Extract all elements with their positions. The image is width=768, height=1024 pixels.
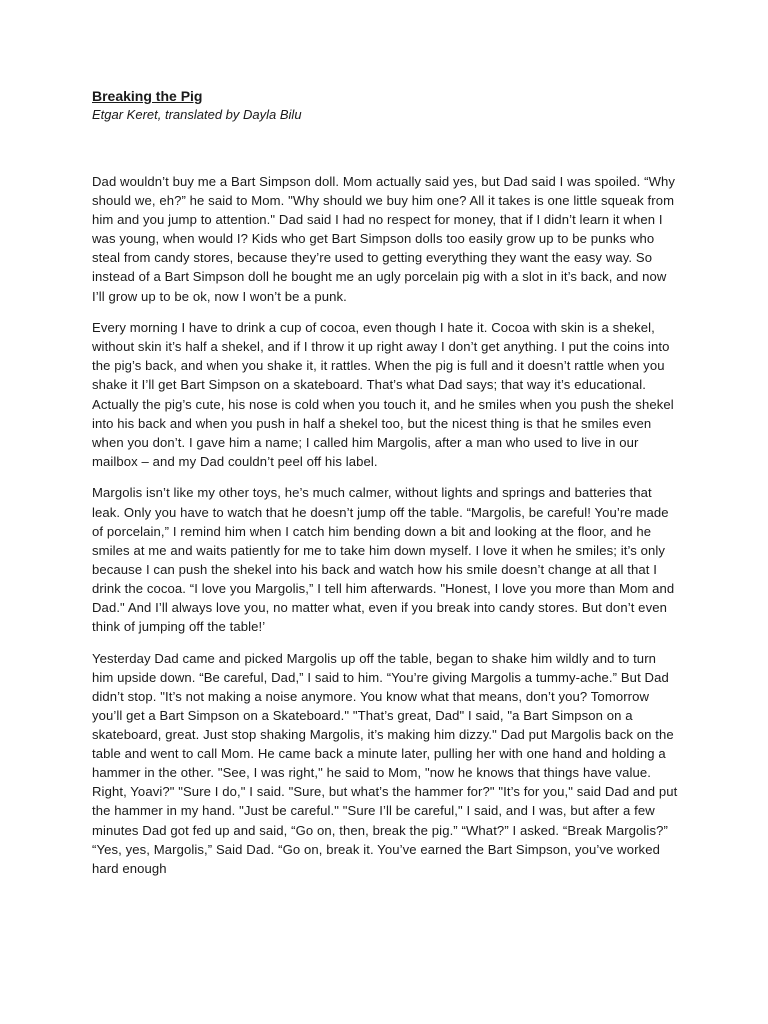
document-title: Breaking the Pig: [92, 88, 203, 104]
paragraph-4: Yesterday Dad came and picked Margolis up off the table, began to shake him wildly and to turn him upside down. “Be careful, Dad,” I said to him. “You’re giving Margolis a tummy-ache.” But Dad didn’t stop. "It’s not making a noise anymore. You know what that means, don’t you? Tomorrow you’ll get a Bart Simpson on a Skateboard." "That’s great, Dad" I said, "a Bart Simpson on a skateboard, great. Just stop shaking Margolis, it’s making him dizzy." Dad put Margolis back on the table and went to call Mom. He came back a minute later, pulling her with one hand and holding a hammer in the other. "See, I was right," he said to Mom, "now he knows that things have value. Right, Yoavi?" "Sure I do," I said. "Sure, but what’s the hammer for?" "It’s for you," said Dad and put the hammer in my hand. "Just be careful." "Sure I’ll be careful," I said, and I was, but after a few minutes Dad got fed up and said, “Go on, then, break the pig.” “What?” I asked. “Break Margolis?” “Yes, yes, Margolis,” Said Dad. “Go on, break it. You’ve earned the Bart Simpson, you’ve worked hard enough: [92, 650, 678, 876]
document-byline: Etgar Keret, translated by Dayla Bilu: [92, 107, 302, 122]
document-page: [92, 86, 680, 890]
paragraph-2: Every morning I have to drink a cup of cocoa, even though I hate it. Cocoa with skin is a shekel, without skin it’s half a shekel, and if I throw it up right away I don’t get anything. I put the coins into the pig’s back, and when you shake it, it rattles. When the pig is full and it doesn’t rattle when you shake it I’ll get Bart Simpson on a skateboard. That’s what Dad says; that way it’s educational. Actually the pig’s cute, his nose is cold when you touch it, and he smiles when you push the shekel into his back and when you push in half a shekel too, but the nicest thing is that he smiles even when you don’t. I gave him a name; I called him Margolis, after a man who used to live in our mailbox – and my Dad couldn’t peel off his label.: [92, 320, 674, 469]
paragraph-3: Margolis isn’t like my other toys, he’s much calmer, without lights and springs and batteries that leak. Only you have to watch that he doesn’t jump off the table. “Margolis, be careful! You’re made of porcelain,” I remind him when I catch him bending down a bit and looking at the floor, and he smiles at me and waits patiently for me to take him down myself. I love it when he smiles; it’s only because I can push the shekel into his back and watch how his smile doesn’t change at all that I drink the cocoa. “I love you Margolis,” I tell him afterwards. "Honest, I love you more than Mom and Dad." And I’ll always love you, no matter what, even if you break into candy stores. But don’t even think of jumping off the table!’: [92, 485, 675, 635]
paragraph-1: Dad wouldn’t buy me a Bart Simpson doll. Mom actually said yes, but Dad said I was spoiled. “Why should we, eh?” he said to Mom. "Why should we buy him one? All it takes is one little squeak from him and you jump to attention." Dad said I had no respect for money, that if I didn’t learn it when I was young, when would I? Kids who get Bart Simpson dolls too easily grow up to be punks who steal from candy stores, because they’re used to getting everything they want the easy way. So instead of a Bart Simpson doll he bought me an ugly porcelain pig with a slot in it’s back, and now I’ll grow up to be ok, now I won’t be a punk.: [92, 174, 676, 304]
